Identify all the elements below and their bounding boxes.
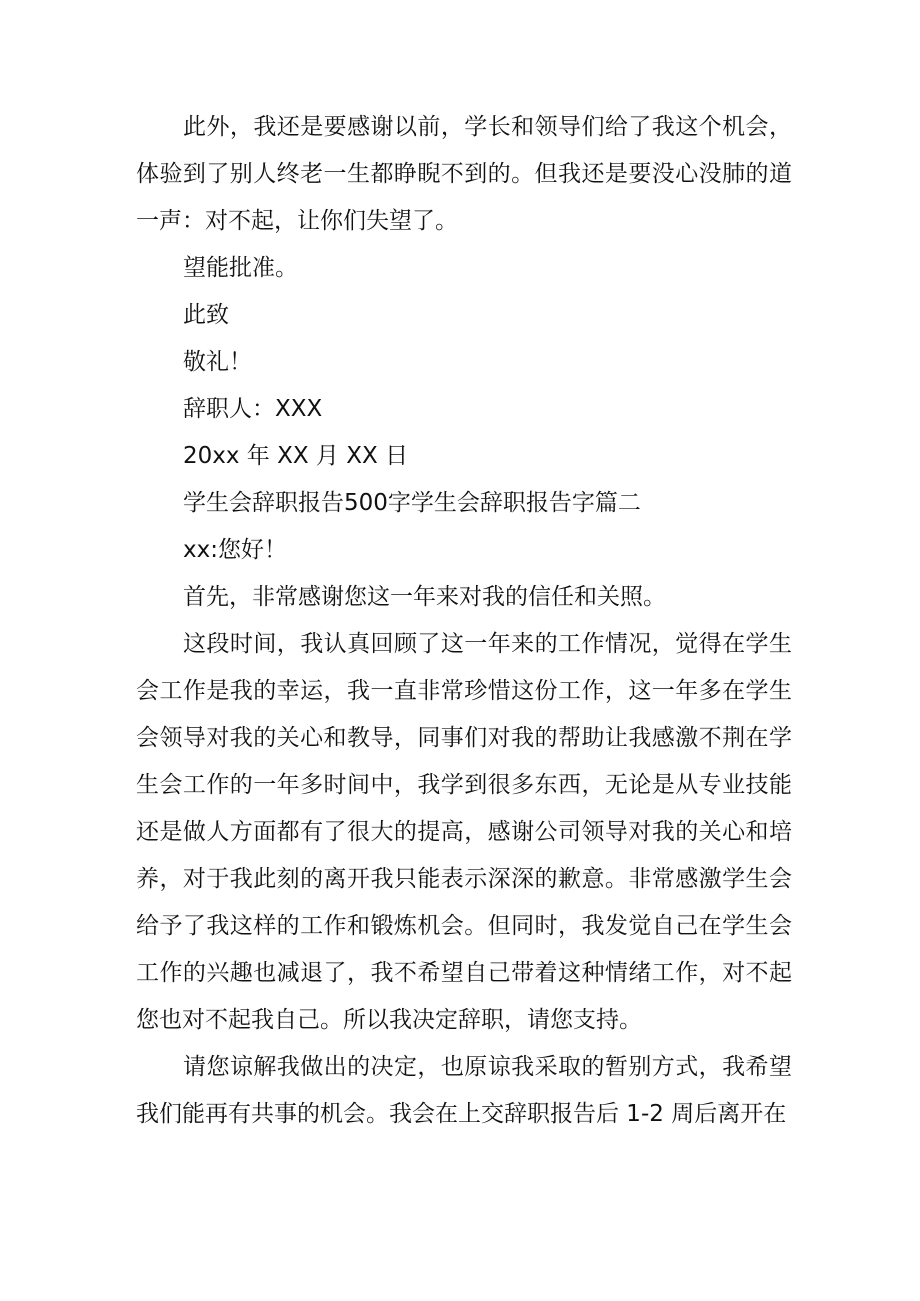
paragraph-approval-request: 望能批准。 bbox=[183, 255, 298, 281]
section-title: 学生会辞职报告500字学生会辞职报告字篇二 bbox=[183, 490, 641, 516]
paragraph-reflection: 这段时间，我认真回顾了这一年来的工作情况，觉得在学生会工作是我的幸运，我一直非常珍惜这份工作，这一年多在学生会领导对我的关心和教导，同事们对我的帮助让我感激不荆在学生会工作的一年多时间中，我学到很多东西，无论是从专业技能还是做人方面都有了很大的提高，感谢公司领导对我的关心和培养，对于我此刻的离开我只能表示深深的歉意。非常感激学生会给予了我这样的工作和锻炼机会。但同时，我发觉自己在学生会工作的兴趣也减退了，我不希望自己带着这种情绪工作，对不起您也对不起我自己。所以我决定辞职，请您支持。 bbox=[136, 631, 792, 1033]
paragraph-thanks: 此外，我还是要感谢以前，学长和领导们给了我这个机会，体验到了别人终老一生都睁睨不到的。但我还是要没心没肺的道一声：对不起，让你们失望了。 bbox=[136, 114, 792, 234]
greeting-line: xx:您好！ bbox=[183, 537, 287, 563]
document-body bbox=[136, 104, 792, 1138]
date-line: 20xx 年 XX 月 XX 日 bbox=[183, 443, 409, 469]
paragraph-understanding: 请您谅解我做出的决定，也原谅我采取的暂别方式，我希望我们能再有共事的机会。我会在上交辞职报告后 1-2 周后离开在 bbox=[136, 1054, 792, 1127]
closing-salutation: 此致 bbox=[183, 302, 229, 328]
signature-line: 辞职人：XXX bbox=[183, 396, 323, 422]
paragraph-opening: 首先，非常感谢您这一年来对我的信任和关照。 bbox=[183, 584, 666, 610]
closing-regards: 敬礼！ bbox=[183, 349, 252, 375]
